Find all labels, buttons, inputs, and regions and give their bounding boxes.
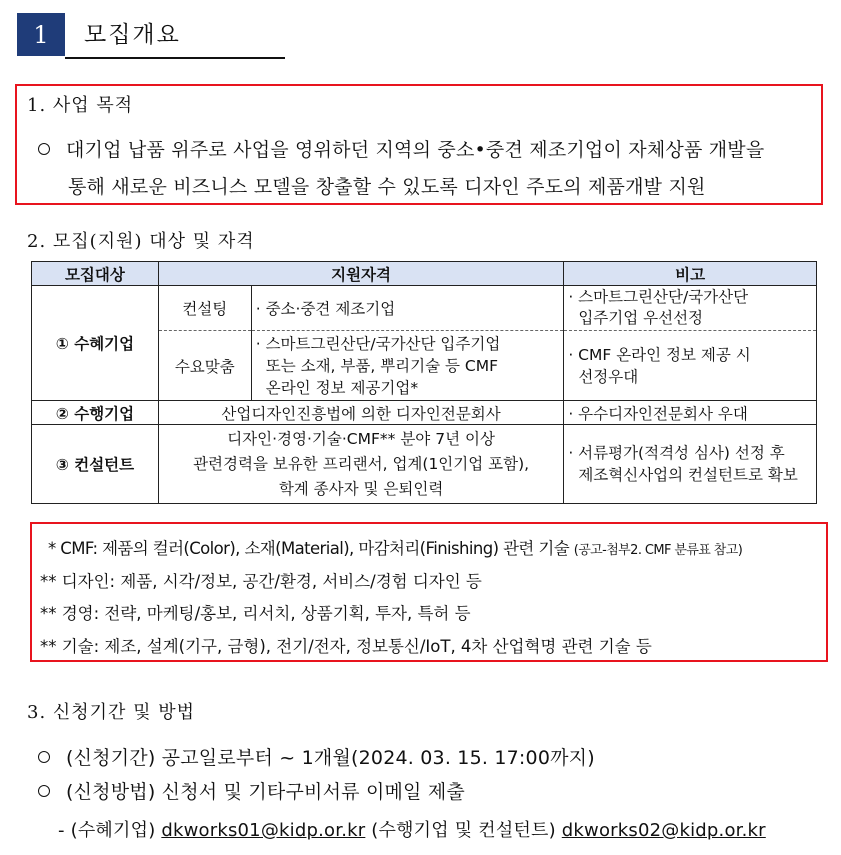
qual-consulting: · 중소·중견 제조기업 [251, 286, 564, 331]
target-consultant: ③ 컨설턴트 [32, 425, 159, 504]
section1-heading: 1. 사업 목적 [27, 95, 134, 116]
circle-bullet-icon [38, 751, 50, 763]
header-remarks: 비고 [564, 262, 817, 286]
target-performer: ② 수행기업 [32, 401, 159, 425]
section3-heading: 3. 신청기간 및 방법 [27, 702, 196, 723]
title-underline [65, 57, 285, 59]
table-row [32, 425, 817, 504]
note-demand: · CMF 온라인 정보 제공 시 선정우대 [564, 331, 817, 401]
period-bullet: (신청기간) 공고일로부터 ~ 1개월(2024. 03. 15. 17:00까지) [38, 743, 595, 770]
purpose-bullet-line2: 통해 새로운 비즈니스 모델을 창출할 수 있도록 디자인 주도의 제품개발 지원 [68, 176, 706, 198]
email-link-beneficiary[interactable]: dkworks01@kidp.or.kr [161, 820, 366, 841]
section-number-badge: 1 [17, 13, 65, 56]
target-beneficiary: ① 수혜기업 [32, 286, 159, 401]
note-consultant: · 서류평가(적격성 심사) 선정 후 제조혁신사업의 컨설턴트로 확보 [564, 425, 817, 504]
sub-label-consulting: 컨설팅 [158, 286, 251, 331]
page-title: 모집개요 [84, 22, 181, 48]
note-technology: ** 기술: 제조, 설계(기구, 금형), 전기/전자, 정보통신/IoT, 4차 산업혁명 관련 기술 등 [40, 637, 652, 656]
email-line: - (수혜기업) dkworks01@kidp.or.kr (수행기업 및 컨설턴트) dkworks02@kidp.or.kr [58, 820, 766, 841]
sub-label-demand: 수요맞춤 [158, 331, 251, 401]
email-link-performer[interactable]: dkworks02@kidp.or.kr [561, 820, 766, 841]
table-row [32, 286, 817, 331]
circle-bullet-icon [38, 785, 50, 797]
qual-consultant: 디자인·경영·기술·CMF** 분야 7년 이상 관련경력을 보유한 프리랜서, 업계(1인기업 포함), 학계 종사자 및 은퇴인력 [158, 425, 563, 504]
header-qualification: 지원자격 [158, 262, 563, 286]
table-header-row [32, 262, 817, 286]
purpose-bullet-line1: 대기업 납품 위주로 사업을 영위하던 지역의 중소•중견 제조기업이 자체상품 개발을 [38, 135, 764, 162]
table-row [32, 401, 817, 425]
qual-performer: 산업디자인진흥법에 의한 디자인전문회사 [158, 401, 563, 425]
note-consulting: · 스마트그린산단/국가산단 입주기업 우선선정 [564, 286, 817, 331]
note-performer: · 우수디자인전문회사 우대 [564, 401, 817, 425]
section2-heading: 2. 모집(지원) 대상 및 자격 [27, 231, 255, 252]
note-cmf: * CMF: 제품의 컬러(Color), 소재(Material), 마감처리(Finishing) 관련 기술 (공고-첨부2. CMF 분류표 참고) [48, 539, 743, 558]
qual-demand: · 스마트그린산단/국가산단 입주기업 또는 소재, 부품, 뿌리기술 등 CMF 온라인 정보 제공기업* [251, 331, 564, 401]
eligibility-table [31, 261, 817, 504]
circle-bullet-icon [38, 143, 50, 155]
note-management: ** 경영: 전략, 마케팅/홍보, 리서치, 상품기획, 투자, 특허 등 [40, 604, 471, 623]
header-target: 모집대상 [32, 262, 159, 286]
note-design: ** 디자인: 제품, 시각/정보, 공간/환경, 서비스/경험 디자인 등 [40, 572, 482, 591]
method-bullet: (신청방법) 신청서 및 기타구비서류 이메일 제출 [38, 777, 465, 804]
